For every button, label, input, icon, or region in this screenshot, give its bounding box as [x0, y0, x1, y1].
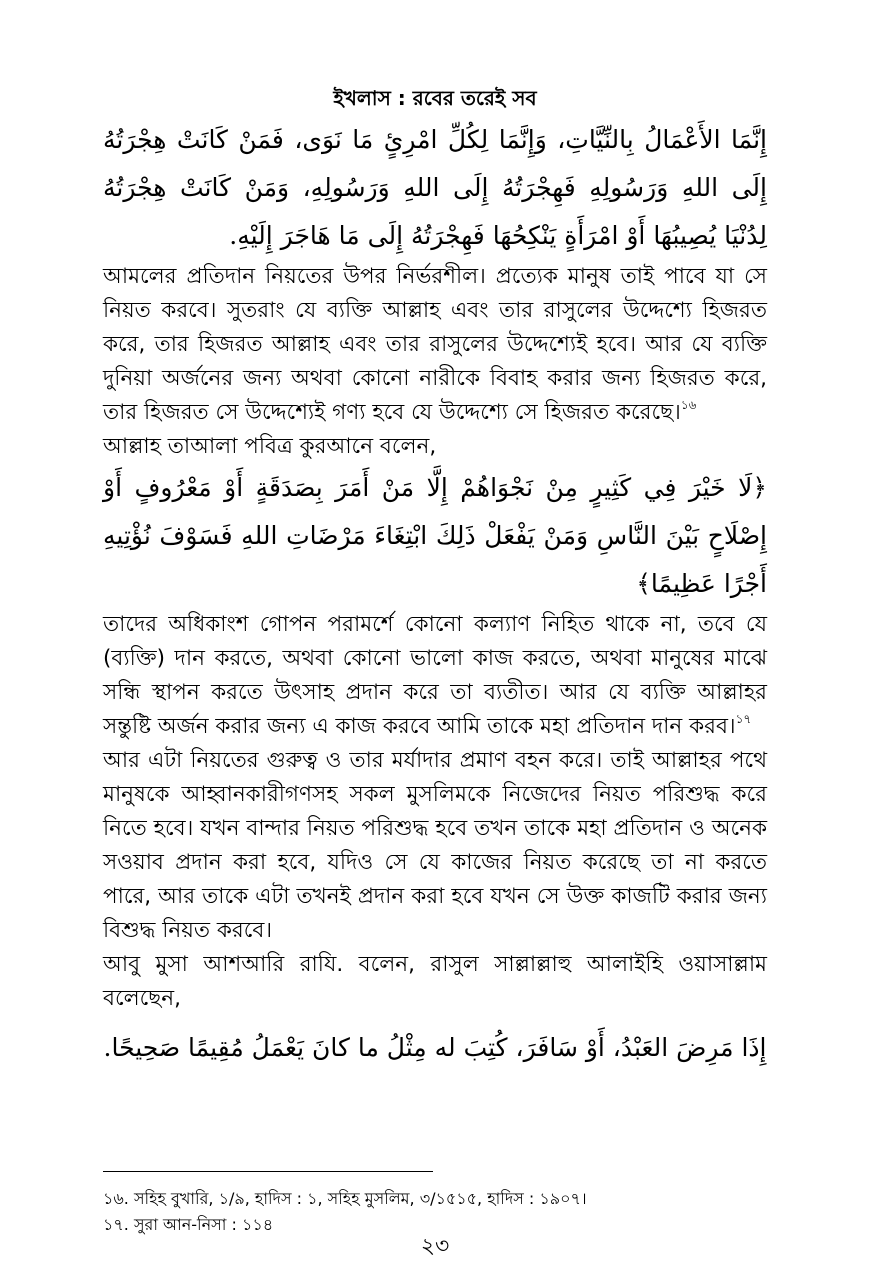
- quran-intro: আল্লাহ তাআলা পবিত্র কুরআনে বলেন,: [103, 434, 437, 459]
- hadith-translation: [103, 260, 767, 430]
- footnote-divider: [103, 1171, 433, 1172]
- running-head: ইখলাস : রবের তরেই সব: [333, 86, 537, 110]
- quran-translation-text: তাদের অধিকাংশ গোপন পরামর্শে কোনো কল্যাণ নিহিত থাকে না, তবে যে (ব্যক্তি) দান করতে, অথবা কোনো ভালো কাজ করতে, অথবা মানুষের মাঝে সন্ধি স্থাপন করতে উৎসাহ প্রদান করে তা ব্যতীত। আর যে ব্যক্তি আল্লাহর সন্তুষ্টি অর্জন করার জন্য এ কাজ করবে আমি তাকে মহা প্রতিদান দান করব।: [103, 612, 767, 739]
- quran-verse-arabic: ﴿لَا خَيْرَ فِي كَثِيرٍ مِنْ نَجْوَاهُمْ إِلَّا مَنْ أَمَرَ بِصَدَقَةٍ أَوْ مَعْرُوفٍ أَوْ إِصْلَاحٍ بَيْنَ النَّاسِ وَمَنْ يَفْعَلْ ذَلِكَ ابْتِغَاءَ مَرْضَاتِ اللهِ فَسَوْفَ نُؤْتِيهِ أَجْرًا عَظِيمًا﴾: [103, 473, 767, 598]
- footnotes: [103, 1186, 767, 1238]
- quran-translation: [103, 608, 767, 744]
- hadith-arabic-text: إِنَّمَا الأَعْمَالُ بِالنِّيَّاتِ، وَإِنَّمَا لِكُلِّ امْرِئٍ مَا نَوَى، فَمَنْ كَانَتْ هِجْرَتُهُ إِلَى اللهِ وَرَسُولِهِ فَهِجْرَتُهُ إِلَى اللهِ وَرَسُولِهِ، وَمَنْ كَانَتْ هِجْرَتُهُ لِدُنْيَا يُصِيبُهَا أَوْ امْرَأَةٍ يَنْكِحُهَا فَهِجْرَتُهُ إِلَى مَا هَاجَرَ إِلَيْهِ.: [103, 125, 767, 250]
- footnote-16: ১৬. সহিহ বুখারি, ১/৯, হাদিস : ১, সহিহ মুসলিম, ৩/১৫১৫, হাদিস : ১৯০৭।: [103, 1189, 587, 1208]
- spacer: [103, 1016, 767, 1024]
- page-body: [103, 86, 767, 1072]
- hadith-translation-text: আমলের প্রতিদান নিয়তের উপর নির্ভরশীল। প্রত্যেক মানুষ তাই পাবে যা সে নিয়ত করবে। সুতরাং যে ব্যক্তি আল্লাহ এবং তার রাসুলের উদ্দেশ্যে হিজরত করে, তার হিজরত আল্লাহ এবং তার রাসুলের উদ্দেশ্যেই হবে। আর যে ব্যক্তি দুনিয়া অর্জনের জন্য অথবা কোনো নারীকে বিবাহ করার জন্য হিজরত করে, তার হিজরত সে উদ্দেশ্যেই গণ্য হবে যে উদ্দেশ্যে সে হিজরত করেছে।: [103, 264, 767, 425]
- paragraph-abu-musa: আবু মুসা আশআরি রাযি. বলেন, রাসুল সাল্লাল্লাহু আলাইহি ওয়াসাল্লাম বলেছেন,: [103, 952, 767, 1011]
- paragraph-niyyah: আর এটা নিয়তের গুরুত্ব ও তার মর্যাদার প্রমাণ বহন করে। তাই আল্লাহর পথে মানুষকে আহ্বানকারীগণসহ সকল মুসলিমকে নিজেদের নিয়ত পরিশুদ্ধ করে নিতে হবে। যখন বান্দার নিয়ত পরিশুদ্ধ হবে তখন তাকে মহা প্রতিদান ও অনেক সওয়াব প্রদান করা হবে, যদিও সে যে কাজের নিয়ত করেছে তা না করতে পারে, আর তাকে এটা তখনই প্রদান করা হবে যখন সে উক্ত কাজটি করার জন্য বিশুদ্ধ নিয়ত করবে।: [103, 748, 767, 943]
- footnote-ref-16[interactable]: ১৬: [680, 398, 697, 412]
- hadith-2-arabic: إِذَا مَرِضَ العَبْدُ، أَوْ سَافَرَ، كُتِبَ له مِثْلُ ما كانَ يَعْمَلُ مُقِيمًا صَحِيحًا.: [103, 1033, 767, 1062]
- footnote-17: ১৭. সুরা আন-নিসা : ১১৪: [103, 1215, 274, 1234]
- page-number: ২৩: [420, 1234, 450, 1259]
- footnote-ref-17[interactable]: ১৭: [735, 712, 752, 726]
